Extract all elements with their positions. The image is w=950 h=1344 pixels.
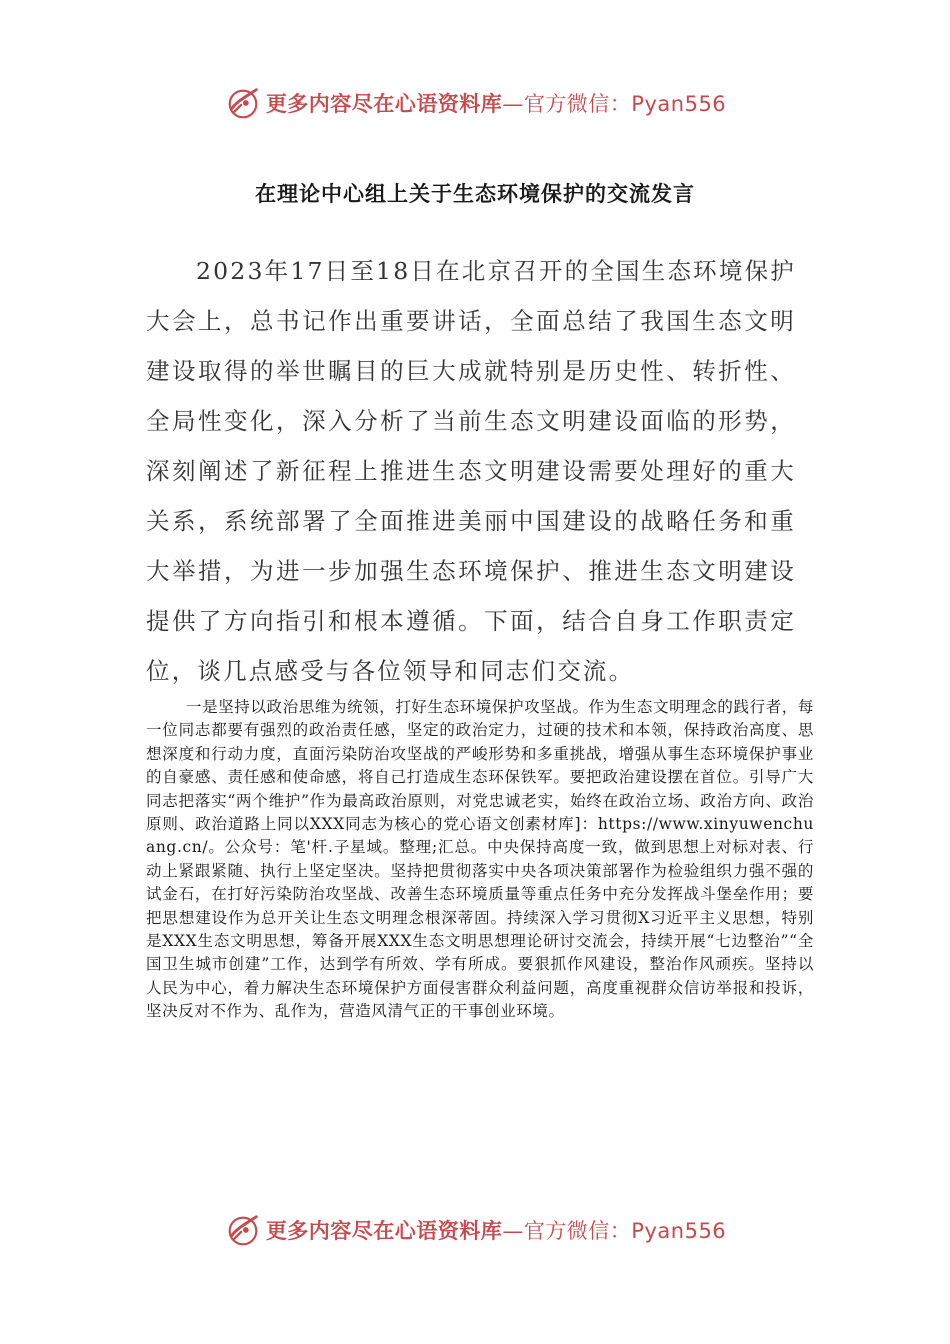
- pen-circle-logo-icon: [224, 1211, 262, 1249]
- banner-text-lead: 更多内容尽在心语资料库: [265, 1219, 503, 1243]
- header-banner: [0, 83, 950, 123]
- banner-text-tail: —官方微信：Pyan556: [502, 92, 727, 116]
- document-title: 在理论中心组上关于生态环境保护的交流发言: [255, 182, 695, 206]
- banner-text-tail: —官方微信：Pyan556: [502, 1219, 727, 1243]
- footer-banner: [0, 1210, 950, 1250]
- banner-text: [266, 88, 726, 118]
- intro-paragraph: 2023年17日至18日在北京召开的全国生态环境保护大会上，总书记作出重要讲话，全面总结了我国生态文明建设取得的举世瞩目的巨大成就特别是历史性、转折性、全局性变化，深入分析了当前生态文明建设面临的形势，深刻阐述了新征程上推进生态文明建设需要处理好的重大关系，系统部署了全面推进美丽中国建设的战略任务和重大举措，为进一步加强生态环境保护、推进生态文明建设提供了方向指引和根本遵循。下面，结合自身工作职责定位，谈几点感受与各位领导和同志们交流。: [146, 257, 796, 685]
- pen-circle-logo-icon: [224, 84, 262, 122]
- banner-text-lead: 更多内容尽在心语资料库: [265, 92, 503, 116]
- banner-text: [266, 1215, 726, 1245]
- body-paragraph: 一是坚持以政治思维为统领，打好生态环境保护攻坚战。作为生态文明理念的践行者，每一位同志都要有强烈的政治责任感，坚定的政治定力，过硬的技术和本领，保持政治高度、思想深度和行动力度，直面污染防治攻坚战的严峻形势和多重挑战，增强从事生态环境保护事业的自豪感、责任感和使命感，将自己打造成生态环保铁军。要把政治建设摆在首位。引导广大同志把落实“两个维护”作为最高政治原则，对党忠诚老实，始终在政治立场、政治方向、政治原则、政治道路上同以XXX同志为核心的党心语文创素材库]：https://www.xinyuwenchuang.cn/。公众号：笔'杆.子星域。整理;汇总。中央保持高度一致，做到思想上对标对表、行动上紧跟紧随、执行上坚定坚决。坚持把贯彻落实中央各项决策部署作为检验组织力强不强的试金石，在打好污染防治攻坚战、改善生态环境质量等重点任务中充分发挥战斗堡垒作用；要把思想建设作为总开关让生态文明理念根深蒂固。持续深入学习贯彻X习近平主义思想，特别是XXX生态文明思想，筹备开展XXX生态文明思想理论研讨交流会，持续开展“七边整治”“全国卫生城市创建”工作，达到学有所效、学有所成。要狠抓作风建设，整治作风顽疾。坚持以人民为中心，着力解决生态环境保护方面侵害群众利益问题，高度重视群众信访举报和投诉，坚决反对不作为、乱作为，营造风清气正的干事创业环境。: [146, 698, 814, 1021]
